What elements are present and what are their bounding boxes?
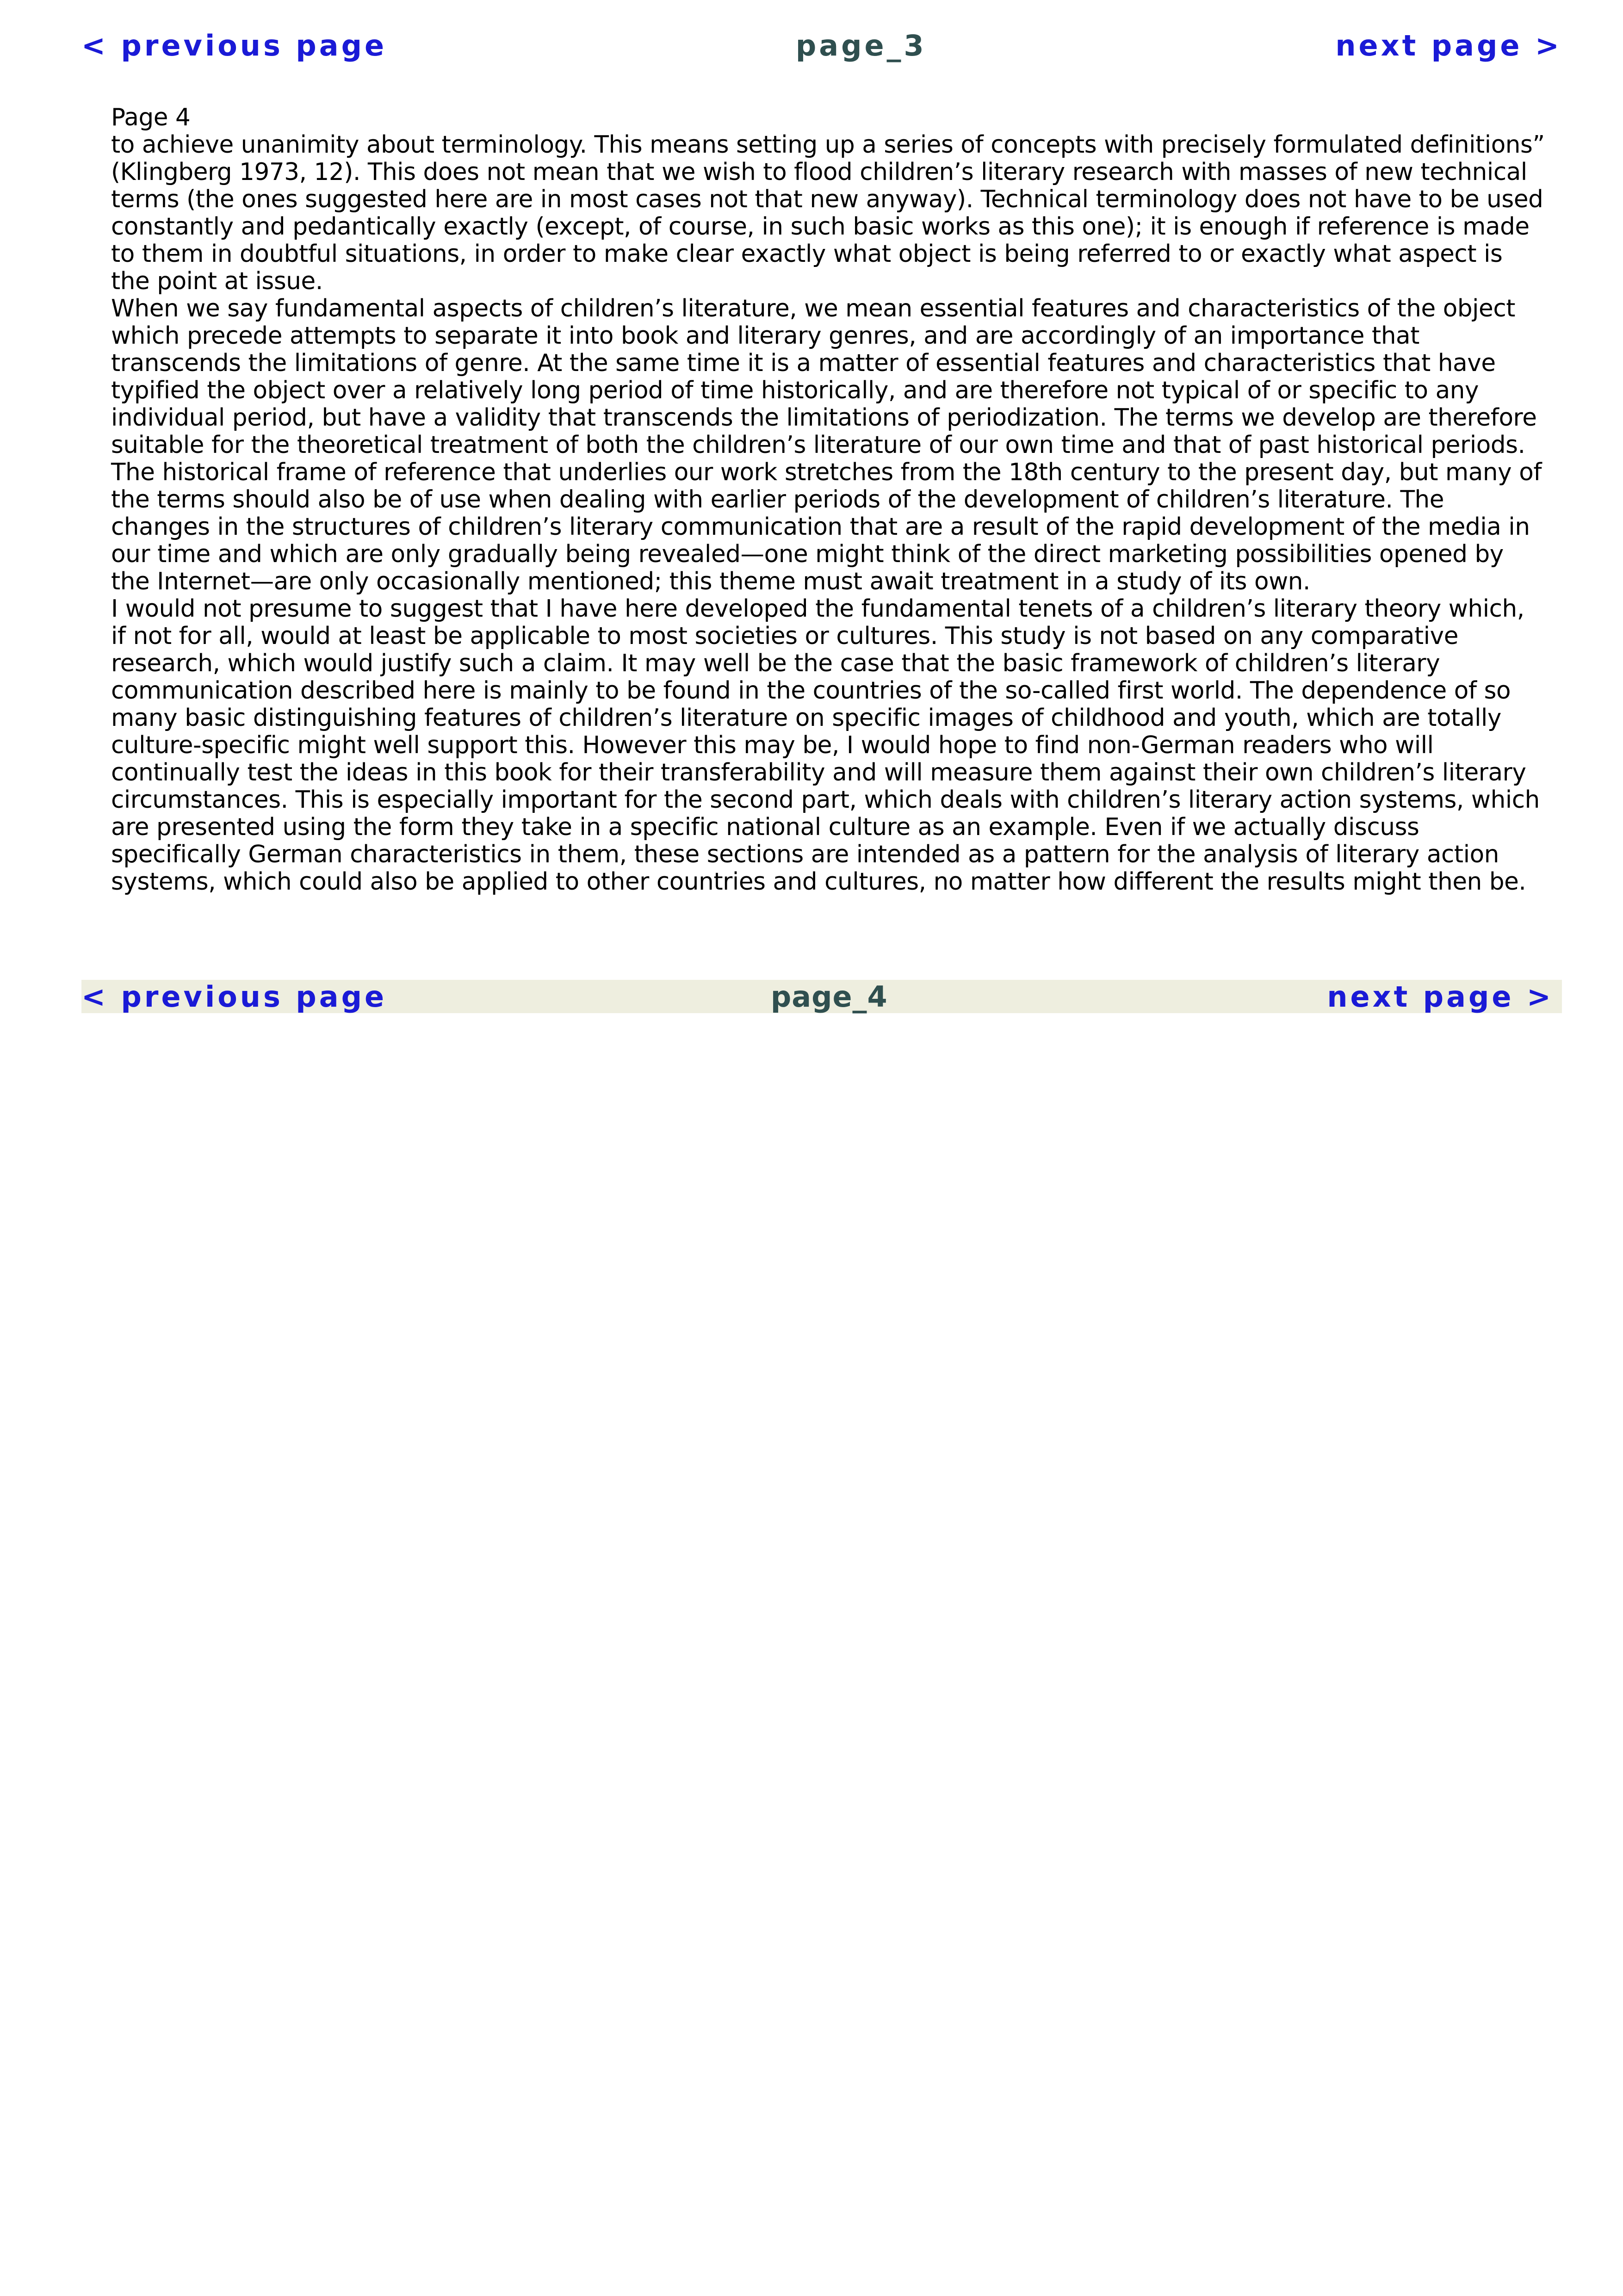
body-paragraph-1: to achieve unanimity about terminology. This means setting up a series of concepts with precisely formulated definitions” (Klingberg 1973, 12). This does not mean that we wish to flood children’s literary research with masses of new technical terms (the ones suggested here are in most cases not that new anyway). Technical terminology does not have to be used constantly and pedantically exactly (except, of course, in such basic works as this one); it is enough if reference is made to them in doubtful situations, in order to make clear exactly what object is being referred to or exactly what aspect is the point at issue.	[111, 131, 1545, 295]
top-page-navigation-clipped	[81, 28, 1562, 79]
current-page-label: page_4	[770, 979, 888, 1014]
page-content	[111, 104, 1545, 896]
page-number-label: Page 4	[111, 104, 191, 131]
top-next-page-link[interactable]: next page >	[1335, 28, 1562, 62]
top-current-page-label: page_3	[795, 28, 927, 62]
body-paragraph-3: I would not presume to suggest that I have here developed the fundamental tenets of a children’s literary theory which, if not for all, would at least be applicable to most societies or cultures. This study is not based on any comparative research, which would justify such a claim. It may well be the case that the basic framework of children’s literary communication described here is mainly to be found in the countries of the so-called first world. The dependence of so many basic distinguishing features of children’s literature on specific images of childhood and youth, which are totally culture-specific might well support this. However this may be, I would hope to find non-German readers who will continually test the ideas in this book for their transferability and will measure them against their own children’s literary circumstances. This is especially important for the second part, which deals with children’s literary action systems, which are presented using the form they take in a specific national culture as an example. Even if we actually discuss specifically German characteristics in them, these sections are intended as a pattern for the analysis of literary action systems, which could also be applied to other countries and cultures, no matter how different the results might then be.	[111, 595, 1540, 896]
body-paragraph-2: When we say fundamental aspects of children’s literature, we mean essential features and characteristics of the object which precede attempts to separate it into book and literary genres, and are accordingly of an importance that transcends the limitations of genre. At the same time it is a matter of essential features and characteristics that have typified the object over a relatively long period of time historically, and are therefore not typical of or specific to any individual period, but have a validity that transcends the limitations of periodization. The terms we develop are therefore suitable for the theoretical treatment of both the children’s literature of our own time and that of past historical periods. The historical frame of reference that underlies our work stretches from the 18th century to the present day, but many of the terms should also be of use when dealing with earlier periods of the development of children’s literature. The changes in the structures of children’s literary communication that are a result of the rapid development of the media in our time and which are only gradually being revealed—one might think of the direct marketing possibilities opened by the Internet—are only occasionally mentioned; this theme must await treatment in a study of its own.	[111, 295, 1542, 595]
previous-page-link[interactable]: < previous page	[81, 979, 387, 1014]
next-page-link[interactable]: next page >	[1327, 979, 1554, 1014]
bottom-page-navigation	[81, 980, 1562, 1013]
top-previous-page-link[interactable]: < previous page	[81, 28, 387, 62]
